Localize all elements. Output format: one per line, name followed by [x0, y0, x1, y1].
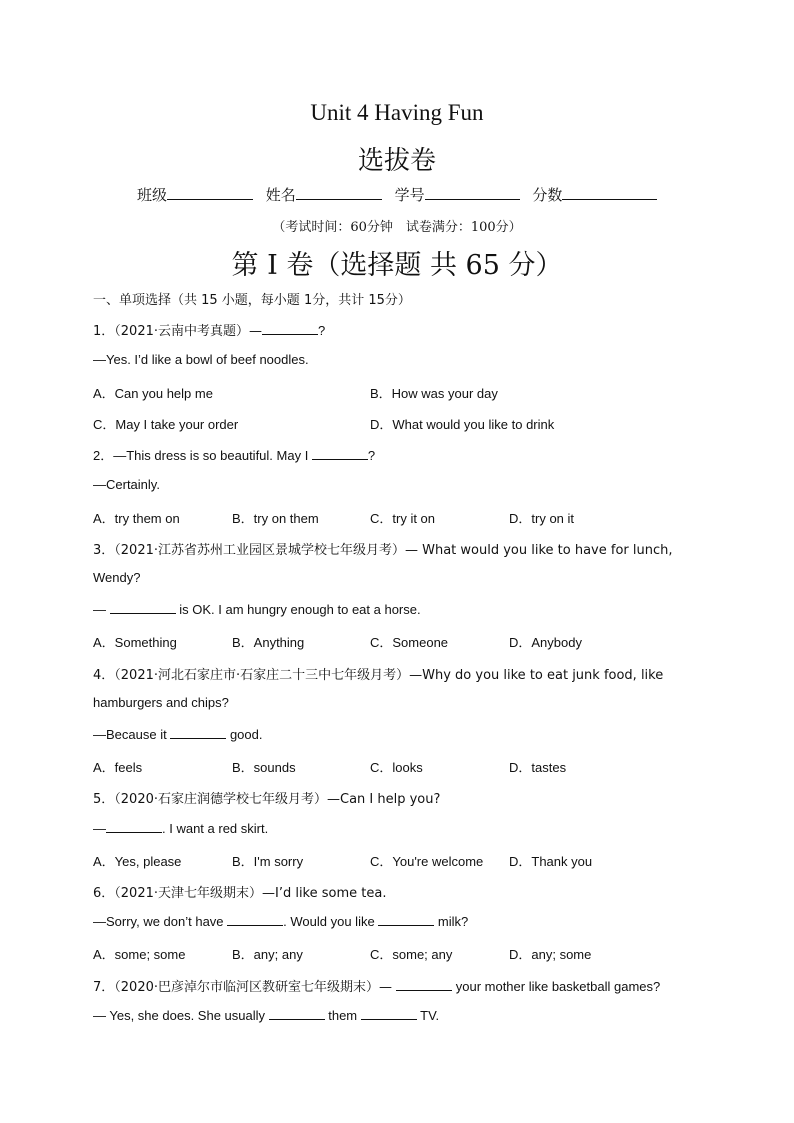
question-4-stem: 4．（2021·河北石家庄市·石家庄二十三中七年级月考）—Why do you like to eat junk food, like — [93, 668, 664, 683]
class-blank[interactable] — [167, 185, 253, 200]
question-3-option-d[interactable]: D．Anybody — [509, 635, 582, 650]
exam-meta: （考试时间：60分钟 试卷满分：100分） — [272, 220, 522, 235]
question-4-reply-post: good. — [226, 727, 263, 742]
question-6-reply-pre: —Sorry, we don’t have — [93, 914, 228, 929]
score-blank[interactable] — [562, 185, 657, 200]
question-4-option-a[interactable]: A．feels — [93, 760, 143, 775]
question-1-stem — [93, 320, 325, 339]
name-blank[interactable] — [296, 185, 382, 200]
question-1-option-c[interactable]: C．May I take your order — [93, 417, 239, 432]
question-1-reply: —Yes. I’d like a bowl of beef noodles. — [93, 352, 309, 367]
question-6-reply-mid: . Would you like — [283, 914, 379, 929]
question-2-option-a[interactable]: A．try them on — [93, 511, 180, 526]
question-7-stem — [93, 976, 660, 995]
question-4-option-d[interactable]: D．tastes — [509, 760, 567, 775]
question-7-reply — [93, 1007, 439, 1023]
question-4-blank[interactable] — [170, 726, 226, 739]
student-info-line — [137, 184, 665, 205]
question-3-blank[interactable] — [110, 601, 176, 614]
question-3-option-a[interactable]: A．Something — [93, 635, 177, 650]
question-3-stem-cont: Wendy? — [93, 570, 141, 585]
question-7-blank-2[interactable] — [269, 1007, 325, 1020]
question-5-reply — [93, 820, 268, 836]
question-5-option-b[interactable]: B．I'm sorry — [232, 854, 304, 869]
question-6-option-a[interactable]: A．some; some — [93, 947, 186, 962]
question-7-reply-post: TV. — [416, 1008, 440, 1023]
question-6-option-c[interactable]: C．some; any — [370, 947, 453, 962]
question-1-option-d[interactable]: D．What would you like to drink — [370, 417, 555, 432]
question-5-option-d[interactable]: D．Thank you — [509, 854, 593, 869]
document-subtitle: 选拔卷 — [357, 146, 436, 176]
question-6-option-b[interactable]: B．any; any — [232, 947, 303, 962]
question-5-reply-pre: — — [93, 821, 106, 836]
name-label: 姓名 — [265, 186, 296, 204]
question-4-reply — [93, 726, 262, 742]
question-6-stem: 6．（2021·天津七年级期末）—I’d like some tea. — [93, 886, 387, 901]
part-title: 第 I 卷（选择题 共 65 分） — [231, 250, 563, 281]
question-1-end: ? — [318, 323, 326, 338]
question-5-option-c[interactable]: C．You're welcome — [370, 854, 484, 869]
question-3-reply-post: is OK. I am hungry enough to eat a horse. — [175, 602, 421, 617]
question-4-reply-pre: —Because it — [93, 727, 171, 742]
number-label: 学号 — [394, 186, 425, 204]
question-1-lead: 1．（2021·云南中考真题）— — [93, 324, 262, 339]
question-6-option-d[interactable]: D．any; some — [509, 947, 592, 962]
document-title: Unit 4 Having Fun — [310, 100, 484, 125]
question-2-reply: —Certainly. — [93, 477, 160, 492]
question-4-stem-cont: hamburgers and chips? — [93, 695, 229, 710]
class-label: 班级 — [137, 186, 168, 204]
question-3-reply-pre: — — [93, 602, 110, 617]
question-2-option-d[interactable]: D．try on it — [509, 511, 575, 526]
question-7-reply-pre: — Yes, she does. She usually — [93, 1008, 269, 1023]
question-3-option-b[interactable]: B．Anything — [232, 635, 305, 650]
question-7-blank-3[interactable] — [361, 1007, 417, 1020]
question-1-blank[interactable] — [262, 322, 318, 335]
score-label: 分数 — [532, 186, 563, 204]
question-6-reply-post: milk? — [434, 914, 469, 929]
number-blank[interactable] — [425, 185, 520, 200]
question-2-lead: 2．—This dress is so beautiful. May I — [93, 448, 312, 463]
question-4-option-c[interactable]: C．looks — [370, 760, 423, 775]
question-6-blank-1[interactable] — [227, 913, 283, 926]
question-3-reply — [93, 601, 421, 617]
section-heading: 一、单项选择（共 15 小题，每小题 1分，共计 15分） — [93, 293, 411, 308]
question-2-end: ? — [367, 448, 376, 463]
question-7-end: your mother like basketball games? — [452, 979, 661, 994]
question-5-stem: 5．（2020·石家庄润德学校七年级月考）—Can I help you? — [93, 792, 441, 807]
question-5-blank[interactable] — [106, 820, 162, 833]
question-5-reply-post: . I want a red skirt. — [162, 821, 269, 836]
question-6-blank-2[interactable] — [378, 913, 434, 926]
question-7-lead: 7．（2020·巴彦淖尔市临河区教研室七年级期末）— — [93, 980, 397, 995]
question-2-option-b[interactable]: B．try on them — [232, 511, 319, 526]
question-2-option-c[interactable]: C．try it on — [370, 511, 436, 526]
question-1-option-a[interactable]: A．Can you help me — [93, 386, 213, 401]
question-7-reply-mid: them — [324, 1008, 361, 1023]
question-4-option-b[interactable]: B．sounds — [232, 760, 296, 775]
question-3-option-c[interactable]: C．Someone — [370, 635, 449, 650]
question-2-stem — [93, 445, 375, 464]
question-3-stem: 3．（2021·江苏省苏州工业园区景城学校七年级月考）— What would you like to have for lunch, — [93, 543, 673, 558]
question-5-option-a[interactable]: A．Yes, please — [93, 854, 182, 869]
question-6-reply — [93, 913, 468, 929]
question-2-blank[interactable] — [312, 447, 368, 460]
question-7-blank[interactable] — [396, 978, 452, 991]
question-1-option-b[interactable]: B．How was your day — [370, 386, 498, 401]
